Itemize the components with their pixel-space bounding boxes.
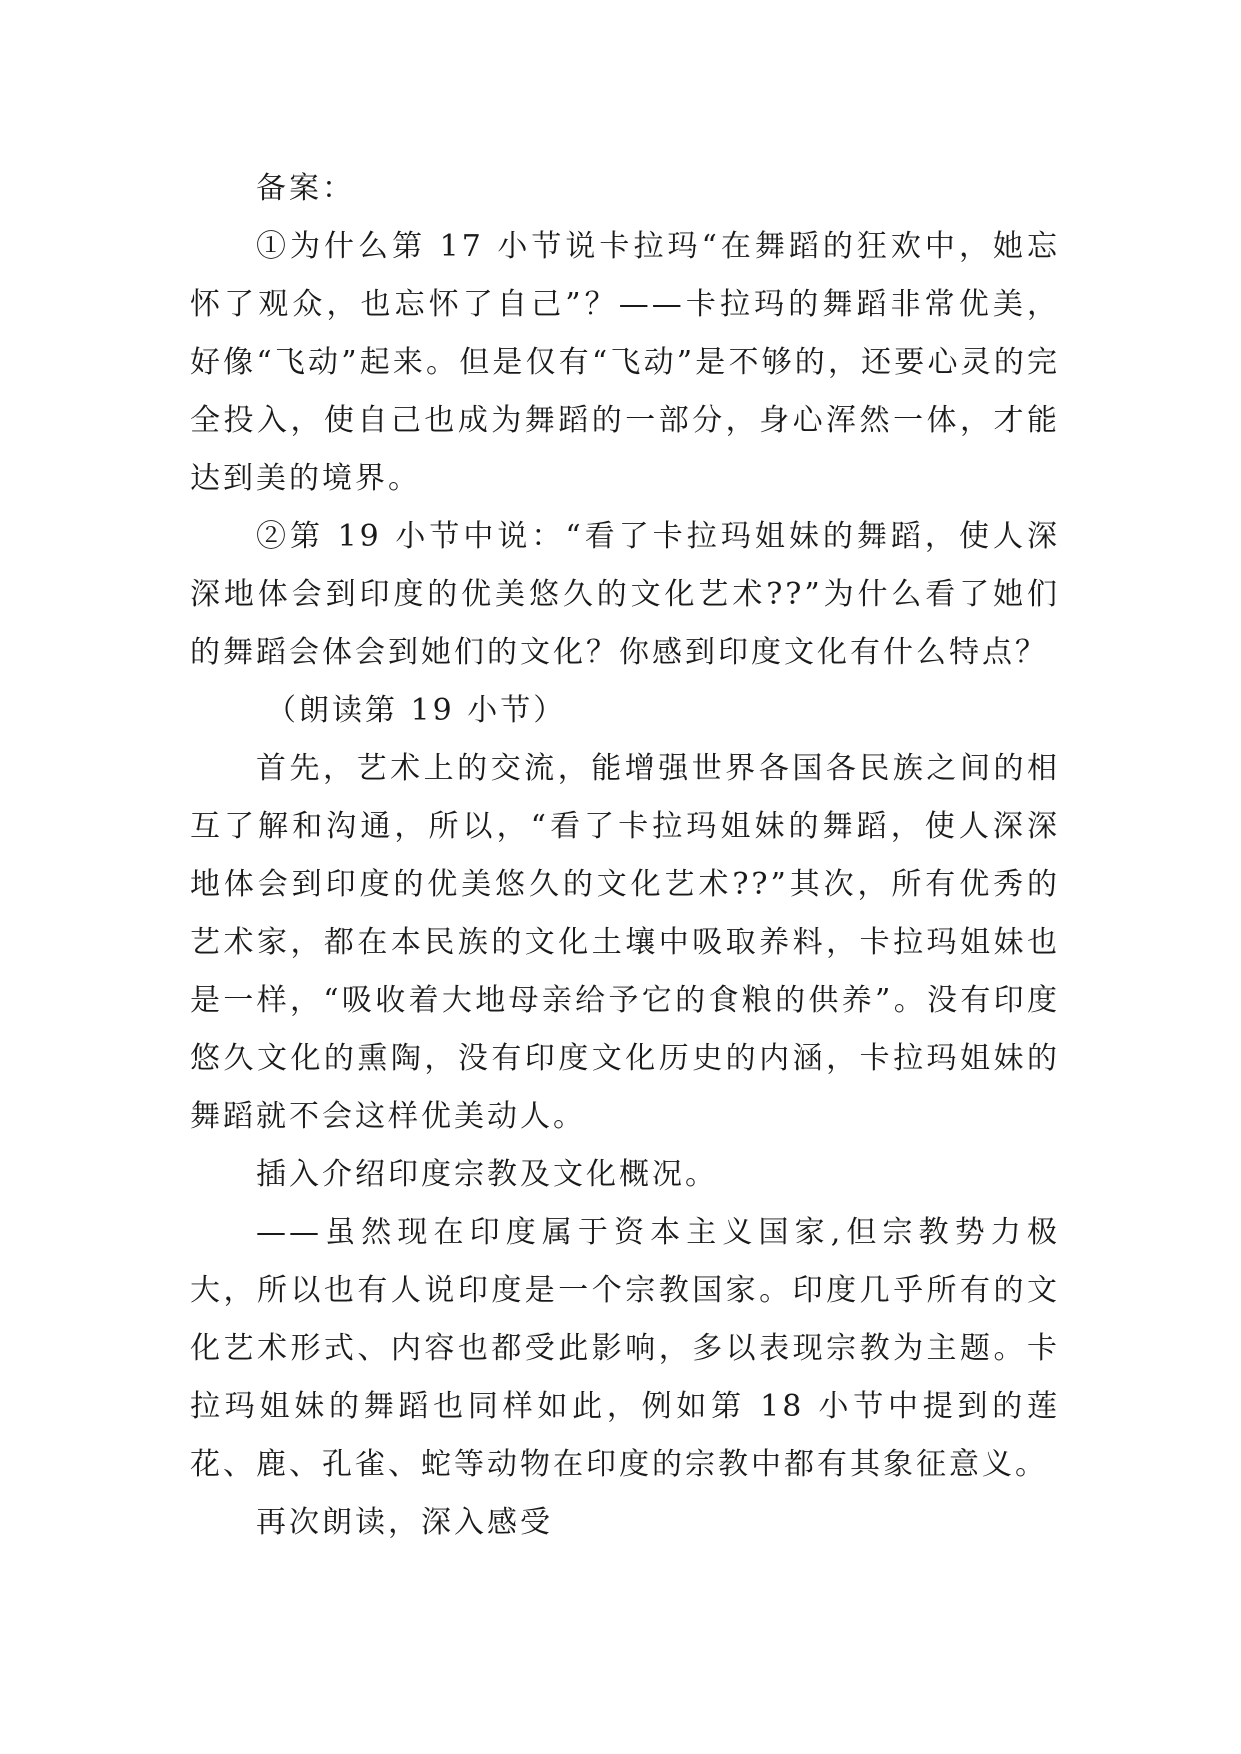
- question-1-paragraph: ①为什么第 17 小节说卡拉玛“在舞蹈的狂欢中，她忘怀了观众，也忘怀了自己”？——卡拉玛的舞蹈非常优美，好像“飞动”起来。但是仅有“飞动”是不够的，还要心灵的完全投入，使自己也成为舞蹈的一部分，身心浑然一体，才能达到美的境界。: [190, 229, 1060, 496]
- document-body: [190, 160, 1060, 1552]
- reading-instruction: （朗读第 19 小节）: [266, 693, 567, 728]
- section-heading: 备案：: [256, 171, 355, 206]
- insert-note: 插入介绍印度宗教及文化概况。: [256, 1157, 718, 1192]
- question-2-paragraph: ②第 19 小节中说：“看了卡拉玛姐妹的舞蹈，使人深深地体会到印度的优美悠久的文化艺术??”为什么看了她们的舞蹈会体会到她们的文化？你感到印度文化有什么特点？: [190, 519, 1060, 670]
- religion-paragraph: ——虽然现在印度属于资本主义国家,但宗教势力极大，所以也有人说印度是一个宗教国家。印度几乎所有的文化艺术形式、内容也都受此影响，多以表现宗教为主题。卡拉玛姐妹的舞蹈也同样如此，例如第 18 小节中提到的莲花、鹿、孔雀、蛇等动物在印度的宗教中都有其象征意义。: [190, 1215, 1060, 1482]
- answer-paragraph: 首先，艺术上的交流，能增强世界各国各民族之间的相互了解和沟通，所以，“看了卡拉玛姐妹的舞蹈，使人深深地体会到印度的优美悠久的文化艺术??”其次，所有优秀的艺术家，都在本民族的文化土壤中吸取养料，卡拉玛姐妹也是一样，“吸收着大地母亲给予它的食粮的供养”。没有印度悠久文化的熏陶，没有印度文化历史的内涵，卡拉玛姐妹的舞蹈就不会这样优美动人。: [190, 751, 1060, 1134]
- closing-instruction: 再次朗读，深入感受: [256, 1505, 553, 1540]
